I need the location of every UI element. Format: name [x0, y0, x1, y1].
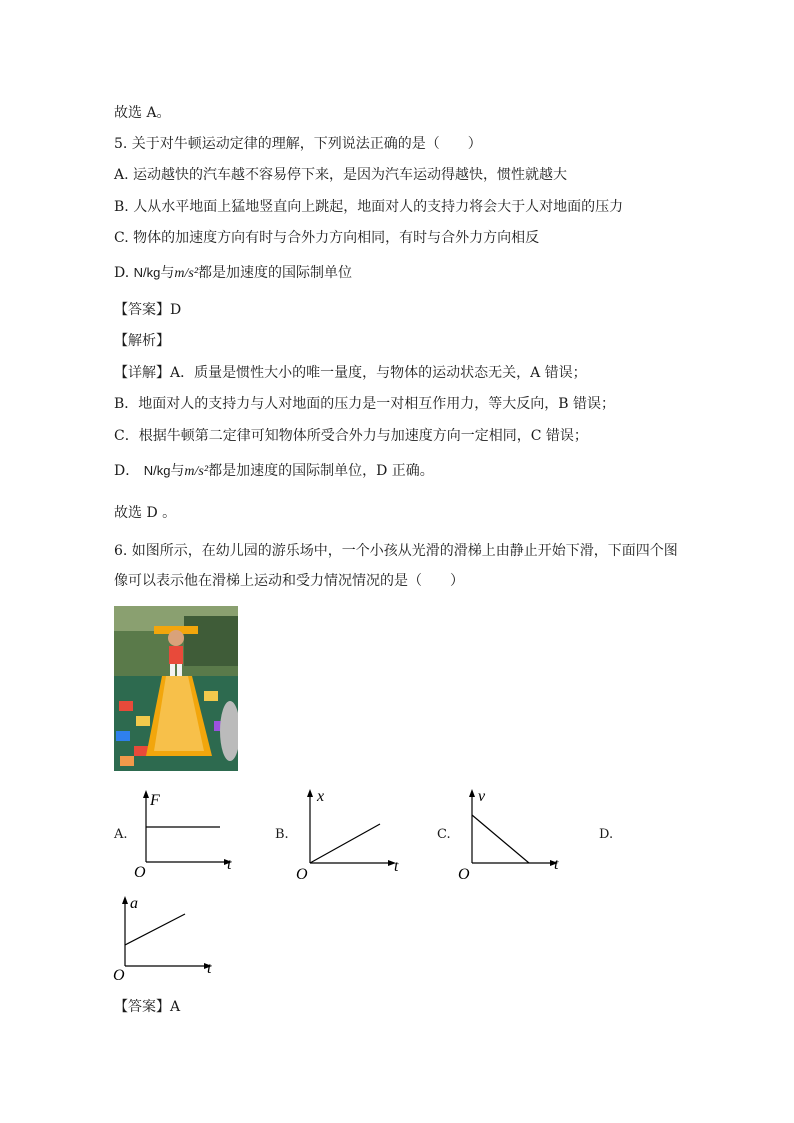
graph-d-ylabel: a — [130, 895, 138, 912]
option-5d-label: D. — [114, 265, 130, 281]
graph-b-origin: O — [296, 866, 308, 883]
slide-photo — [114, 606, 238, 771]
graph-a-origin: O — [134, 864, 146, 880]
graph-a — [128, 788, 240, 880]
detail-b: B．地面对人的支持力与人对地面的压力是一对相互作用力，等大反向，B 错误； — [114, 396, 616, 412]
answer-6-label: 【答案】 — [114, 999, 170, 1015]
graph-b-option: B. — [275, 827, 289, 842]
option-5a: A. 运动越快的汽车越不容易停下来，是因为汽车运动得越快，惯性就越大 — [114, 167, 568, 183]
question-6-line2: 像可以表示他在滑梯上运动和受力情况情况的是（ ） — [114, 573, 464, 589]
answer-5-label: 【答案】 — [114, 302, 170, 318]
graph-b-xlabel: t — [394, 858, 399, 875]
line-choose-a: 故选 A。 — [114, 105, 171, 121]
graph-d-origin: O — [113, 967, 125, 984]
graph-c — [458, 787, 570, 883]
detail-d-unit1: N/kg — [143, 463, 171, 478]
detail-a-text: A．质量是惯性大小的唯一量度，与物体的运动状态无关，A 错误； — [170, 365, 587, 381]
graph-c-line — [472, 815, 529, 863]
detail-d-text: 都是加速度的国际制单位，D 正确。 — [208, 463, 434, 479]
line-choose-d: 故选 D 。 — [114, 505, 177, 521]
detail-d-label: D． — [114, 463, 140, 479]
graph-a-ylabel: F — [150, 792, 160, 809]
option-5d — [114, 264, 352, 283]
detail-c: C．根据牛顿第二定律可知物体所受合外力与加速度方向一定相同，C 错误； — [114, 428, 588, 444]
option-5d-unit2: m/s² — [174, 266, 199, 281]
option-5d-unit1: N/kg — [133, 265, 161, 280]
answer-5-value: D — [170, 302, 182, 318]
graph-b-line — [310, 824, 380, 863]
question-6-line1: 6. 如图所示，在幼儿园的游乐场中，一个小孩从光滑的滑梯上由静止开始下滑，下面四个图 — [114, 543, 678, 559]
graph-c-origin: O — [458, 866, 470, 883]
answer-6-value: A — [170, 999, 181, 1015]
graph-a-option: A. — [114, 827, 128, 842]
option-5c: C. 物体的加速度方向有时与合外力方向相同，有时与合外力方向相反 — [114, 230, 540, 246]
answer-5 — [114, 301, 181, 319]
graph-a-xlabel: t — [227, 856, 232, 873]
detail-d — [114, 462, 434, 481]
graph-d — [112, 894, 224, 984]
detail-d-mid: 与 — [170, 463, 185, 479]
option-5d-text: 都是加速度的国际制单位 — [198, 265, 353, 281]
detail-d-unit2: m/s² — [184, 464, 209, 479]
option-5d-mid: 与 — [160, 265, 175, 281]
graph-c-xlabel: t — [554, 856, 559, 873]
graph-c-option: C. — [437, 827, 451, 842]
option-5b: B. 人从水平地面上猛地竖直向上跳起，地面对人的支持力将会大于人对地面的压力 — [114, 199, 624, 215]
answer-6 — [114, 998, 180, 1016]
detail-a — [114, 364, 587, 382]
graph-b-ylabel: x — [317, 788, 325, 805]
question-5: 5. 关于对牛顿运动定律的理解，下列说法正确的是（ ） — [114, 136, 482, 152]
graph-d-line — [125, 914, 185, 945]
graph-d-option: D. — [599, 827, 614, 842]
graph-c-ylabel: v — [478, 788, 486, 805]
analysis-heading: 【解析】 — [114, 333, 170, 349]
detail-label: 【详解】 — [114, 365, 170, 381]
graph-b — [296, 787, 408, 883]
graph-d-xlabel: t — [207, 960, 212, 977]
